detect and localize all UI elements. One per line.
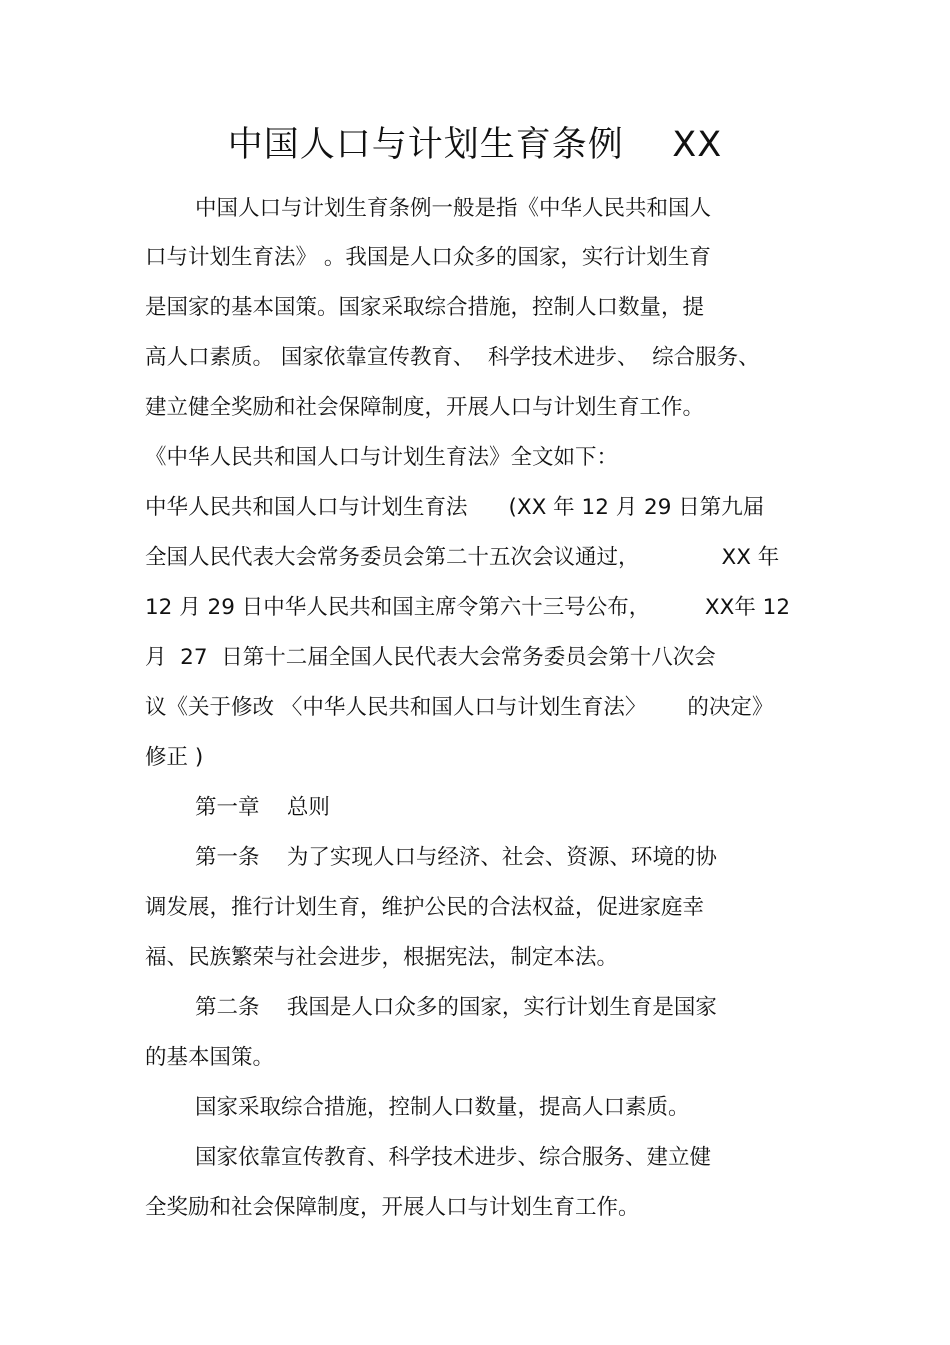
paragraph-line: 口与计划生育法》 。我国是人口众多的国家，实行计划生育 [145, 245, 711, 270]
paragraph-line: 议《关于修改 〈中华人民共和国人口与计划生育法〉 的决定》 [145, 695, 774, 720]
paragraph-line: 第二条 我国是人口众多的国家，实行计划生育是国家 [195, 995, 717, 1020]
paragraph-line: 的基本国策。 [145, 1045, 275, 1070]
paragraph-line: 全国人民代表大会常务委员会第二十五次会议通过， XX 年 [145, 545, 780, 570]
chapter-heading: 第一章 总则 [195, 795, 330, 820]
paragraph-line: 修正 ) [145, 745, 204, 770]
paragraph-line: 《中华人民共和国人口与计划生育法》全文如下： [145, 445, 619, 470]
paragraph-line: 高人口素质。 国家依靠宣传教育、 科学技术进步、 综合服务、 [145, 345, 760, 370]
paragraph-line: 12 月 29 日中华人民共和国主席令第六十三号公布， XX年 12 [145, 595, 791, 620]
paragraph-line: 调发展，推行计划生育，维护公民的合法权益，促进家庭幸 [145, 895, 705, 920]
paragraph-line: 福、民族繁荣与社会进步，根据宪法，制定本法。 [145, 945, 619, 970]
paragraph-line: 全奖励和社会保障制度，开展人口与计划生育工作。 [145, 1195, 640, 1220]
paragraph-line: 中华人民共和国人口与计划生育法 (XX 年 12 月 29 日第九届 [145, 495, 765, 520]
paragraph-line: 国家采取综合措施，控制人口数量，提高人口素质。 [195, 1095, 690, 1120]
paragraph-line: 中国人口与计划生育条例一般是指《中华人民共和国人 [195, 196, 712, 221]
paragraph-line: 第一条 为了实现人口与经济、社会、资源、环境的协 [195, 845, 717, 870]
document-title: 中国人口与计划生育条例 XX [227, 125, 723, 165]
paragraph-line: 国家依靠宣传教育、科学技术进步、综合服务、建立健 [195, 1145, 712, 1170]
paragraph-line: 是国家的基本国策。国家采取综合措施，控制人口数量，提 [145, 295, 705, 320]
paragraph-line: 月 27 日第十二届全国人民代表大会常务委员会第十八次会 [145, 645, 716, 670]
paragraph-line: 建立健全奖励和社会保障制度，开展人口与计划生育工作。 [145, 395, 705, 420]
